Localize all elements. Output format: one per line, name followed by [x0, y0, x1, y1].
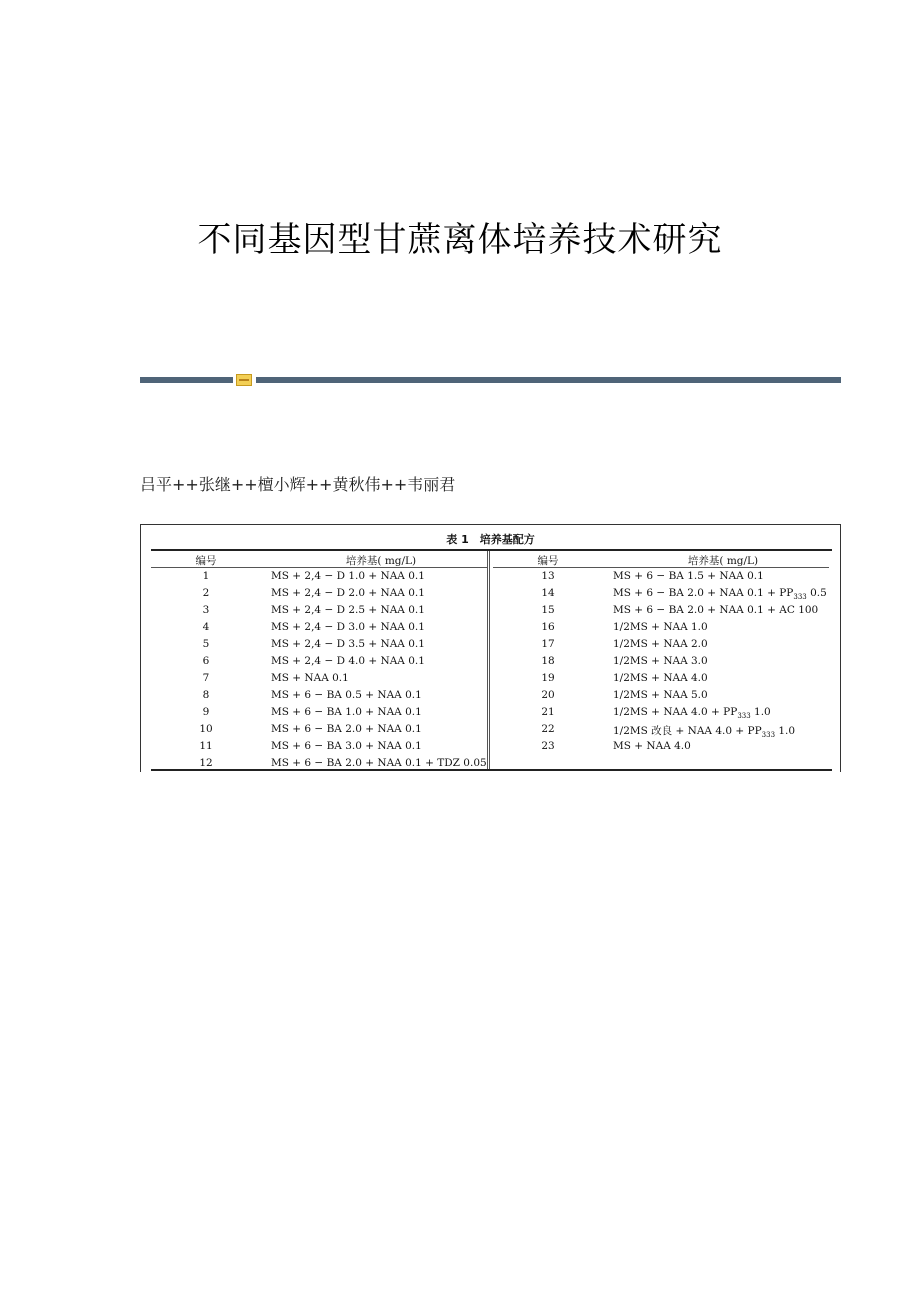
row-number: 6 — [202, 655, 210, 667]
table-row — [151, 670, 487, 687]
table-row — [151, 636, 487, 653]
table-row — [493, 619, 829, 636]
formula-part: 1.0 — [750, 706, 771, 718]
table-row — [151, 653, 487, 670]
table-left-half — [151, 551, 487, 772]
table-rule-bottom — [151, 769, 832, 771]
table-row — [151, 687, 487, 704]
table-row — [493, 738, 829, 755]
row-number: 13 — [541, 570, 555, 582]
row-formula: MS + 2,4 − D 4.0 + NAA 0.1 — [271, 655, 425, 667]
row-formula: MS + 2,4 − D 2.0 + NAA 0.1 — [271, 587, 425, 599]
row-number: 10 — [199, 723, 213, 735]
table-caption: 表 1 培养基配方 — [446, 533, 535, 546]
row-formula — [613, 587, 827, 601]
divider-bar-right — [256, 377, 841, 383]
table-row — [493, 636, 829, 653]
row-formula: MS + 2,4 − D 3.5 + NAA 0.1 — [271, 638, 425, 650]
formula-part: MS + 6 − BA 2.0 + NAA 0.1 + PP — [613, 587, 794, 599]
row-number: 4 — [202, 621, 210, 633]
row-number: 14 — [541, 587, 555, 599]
header-number: 编号 — [537, 555, 559, 567]
formula-part: 1/2MS 改良 + NAA 4.0 + PP — [613, 725, 762, 737]
row-number: 17 — [541, 638, 555, 650]
table-row — [493, 670, 829, 687]
row-number: 2 — [202, 587, 210, 599]
table-row — [493, 704, 829, 721]
row-formula: MS + 6 − BA 2.0 + NAA 0.1 + AC 100 — [613, 604, 819, 616]
row-formula: MS + NAA 4.0 — [613, 740, 691, 752]
document-title: 不同基因型甘蔗离体培养技术研究 — [197, 220, 723, 260]
row-number: 15 — [541, 604, 555, 616]
row-formula: MS + 2,4 − D 1.0 + NAA 0.1 — [271, 570, 425, 582]
row-number: 8 — [202, 689, 210, 701]
header-formula: 培养基( mg/L) — [687, 555, 759, 567]
row-formula: MS + NAA 0.1 — [271, 672, 349, 684]
formula-part: 1/2MS + NAA 4.0 + PP — [613, 706, 738, 718]
table-row — [493, 585, 829, 602]
row-number: 3 — [202, 604, 210, 616]
row-number: 9 — [202, 706, 210, 718]
header-number: 编号 — [195, 555, 217, 567]
row-formula: MS + 6 − BA 1.0 + NAA 0.1 — [271, 706, 422, 718]
formula-subscript: 333 — [761, 731, 776, 740]
table-row — [151, 585, 487, 602]
row-formula: MS + 6 − BA 2.0 + NAA 0.1 + TDZ 0.05 — [271, 757, 487, 769]
row-formula: 1/2MS + NAA 2.0 — [613, 638, 708, 650]
row-number: 11 — [199, 740, 213, 752]
row-formula — [613, 706, 771, 720]
table-row — [493, 687, 829, 704]
row-formula: 1/2MS + NAA 1.0 — [613, 621, 708, 633]
row-number: 16 — [541, 621, 555, 633]
table-header-row — [151, 551, 487, 568]
row-number: 19 — [541, 672, 555, 684]
table-row — [151, 721, 487, 738]
row-formula: MS + 6 − BA 1.5 + NAA 0.1 — [613, 570, 764, 582]
medium-table — [140, 524, 841, 772]
row-number: 7 — [202, 672, 210, 684]
table-left-body — [151, 568, 487, 772]
table-right-body — [493, 568, 829, 755]
row-number: 1 — [202, 570, 210, 582]
formula-subscript: 333 — [737, 712, 751, 721]
table-column-separator — [487, 551, 490, 769]
row-number: 18 — [541, 655, 555, 667]
row-number: 20 — [541, 689, 555, 701]
row-formula: MS + 6 − BA 0.5 + NAA 0.1 — [271, 689, 422, 701]
table-row — [493, 602, 829, 619]
row-formula: 1/2MS + NAA 4.0 — [613, 672, 708, 684]
row-formula: MS + 6 − BA 2.0 + NAA 0.1 — [271, 723, 422, 735]
row-number: 12 — [199, 757, 213, 769]
row-number: 22 — [541, 723, 555, 735]
row-number: 23 — [541, 740, 555, 752]
table-row — [151, 619, 487, 636]
row-formula: MS + 2,4 − D 2.5 + NAA 0.1 — [271, 604, 425, 616]
row-formula — [613, 723, 795, 739]
table-header-row — [493, 551, 829, 568]
table-row — [151, 704, 487, 721]
divider-bar-left — [140, 377, 233, 383]
row-number: 5 — [202, 638, 210, 650]
row-formula: MS + 2,4 − D 3.0 + NAA 0.1 — [271, 621, 425, 633]
row-formula: 1/2MS + NAA 3.0 — [613, 655, 708, 667]
row-number: 21 — [541, 706, 555, 718]
formula-subscript: 333 — [793, 593, 807, 602]
row-formula: MS + 6 − BA 3.0 + NAA 0.1 — [271, 740, 422, 752]
author-list: 吕平++张继++檀小辉++黄秋伟++韦丽君 — [140, 475, 456, 494]
header-formula: 培养基( mg/L) — [345, 555, 417, 567]
formula-part: 1.0 — [775, 725, 796, 737]
row-formula: 1/2MS + NAA 5.0 — [613, 689, 708, 701]
table-row — [493, 568, 829, 585]
divider-emblem-icon — [236, 374, 252, 386]
table-row — [151, 568, 487, 585]
table-row — [151, 602, 487, 619]
table-row — [493, 653, 829, 670]
table-right-half — [493, 551, 829, 755]
table-row — [493, 721, 829, 738]
table-row — [151, 738, 487, 755]
formula-part: 0.5 — [806, 587, 827, 599]
title-divider — [140, 374, 841, 386]
